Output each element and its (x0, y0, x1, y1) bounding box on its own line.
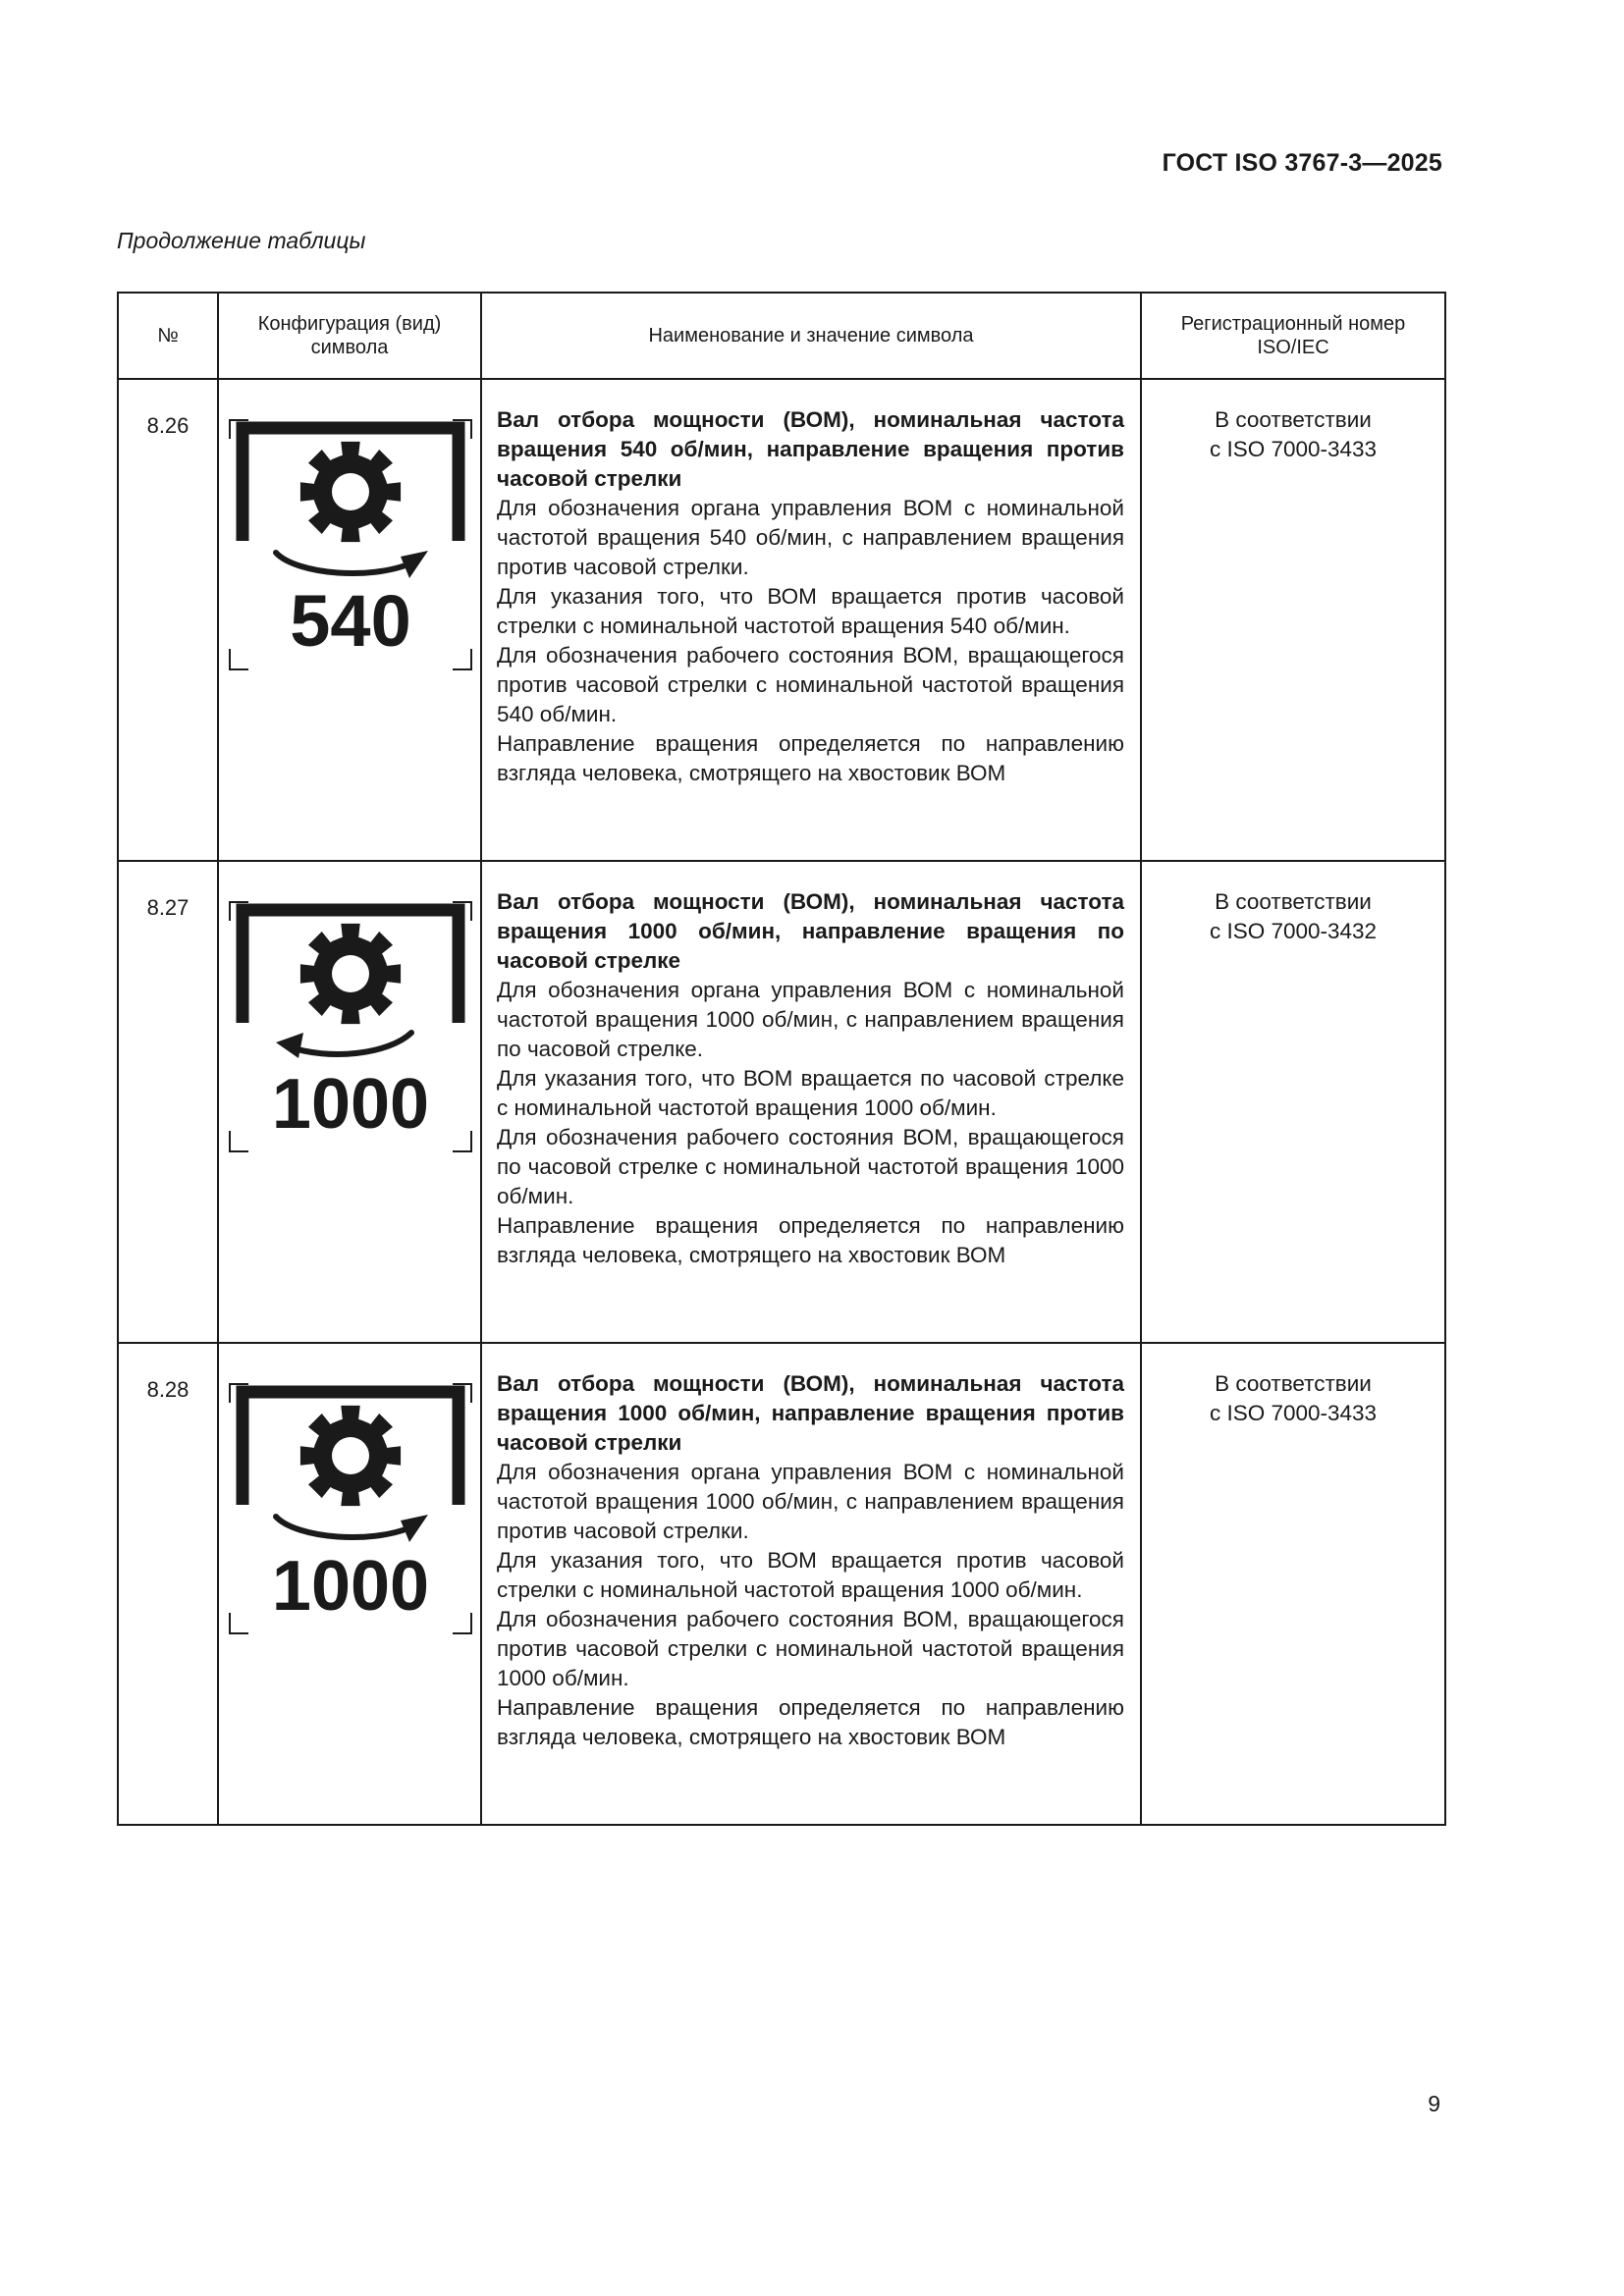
table-row (118, 1343, 1445, 1825)
document-code: ГОСТ ISO 3767-3—2025 (1162, 149, 1442, 177)
counterclockwise-arrow-icon (276, 551, 428, 578)
table-row (118, 379, 1445, 861)
registration-number: с ISO 7000-3432 (1209, 919, 1378, 943)
description-paragraph: Направление вращения определяется по направлению взгляда человека, смотрящего на хвостовик ВОМ (497, 1695, 1124, 1749)
symbol-title: Вал отбора мощности (ВОМ), номинальная частота вращения 1000 об/мин, направление вращения по часовой стрелке (497, 889, 1124, 973)
description-paragraph: Для обозначения органа управления ВОМ с номинальной частотой вращения 540 об/мин, с направлением вращения против часовой стрелки. (497, 496, 1124, 579)
description-cell (481, 861, 1141, 1343)
symbol-cell (218, 379, 481, 861)
registration-number: с ISO 7000-3433 (1209, 1401, 1378, 1425)
description-cell (481, 379, 1141, 861)
column-header-configuration: Конфигурация (вид) символа (218, 293, 481, 379)
symbol-cell (218, 861, 481, 1343)
speed-label: 1000 (271, 1065, 430, 1144)
table-row (118, 861, 1445, 1343)
table-caption: Продолжение таблицы (117, 228, 366, 253)
clockwise-arrow-icon (276, 1033, 411, 1058)
registration-cell (1141, 379, 1445, 861)
gear-icon (300, 1406, 401, 1506)
row-number: 8.26 (118, 379, 218, 861)
column-header-number: № (118, 293, 218, 379)
pto-symbol (227, 899, 474, 1154)
symbol-title: Вал отбора мощности (ВОМ), номинальная частота вращения 1000 об/мин, направление вращения против часовой стрелки (497, 1371, 1124, 1455)
speed-label: 540 (290, 580, 411, 662)
speed-label: 1000 (271, 1547, 430, 1626)
registration-number: с ISO 7000-3433 (1209, 437, 1378, 461)
description-paragraph: Для обозначения органа управления ВОМ с номинальной частотой вращения 1000 об/мин, с направлением вращения по часовой стрелке. (497, 978, 1124, 1061)
column-header-name: Наименование и значение символа (481, 293, 1141, 379)
description-paragraph: Для обозначения органа управления ВОМ с номинальной частотой вращения 1000 об/мин, с направлением вращения против часовой стрелки. (497, 1460, 1124, 1543)
column-header-registration: Регистрационный номер ISO/IEC (1141, 293, 1445, 379)
row-number: 8.27 (118, 861, 218, 1343)
description-paragraph: Для обозначения рабочего состояния ВОМ, вращающегося по часовой стрелке с номинальной частотой вращения 1000 об/мин. (497, 1125, 1124, 1208)
table-header-row (118, 293, 1445, 379)
gear-icon (300, 442, 401, 542)
description-paragraph: Направление вращения определяется по направлению взгляда человека, смотрящего на хвостовик ВОМ (497, 1213, 1124, 1267)
symbol-title: Вал отбора мощности (ВОМ), номинальная частота вращения 540 об/мин, направление вращения против часовой стрелки (497, 407, 1124, 491)
counterclockwise-arrow-icon (276, 1515, 428, 1542)
registration-cell (1141, 861, 1445, 1343)
page-number: 9 (1428, 2091, 1440, 2116)
description-paragraph: Для указания того, что ВОМ вращается по часовой стрелке с номинальной частотой вращения 1000 об/мин. (497, 1066, 1124, 1120)
registration-line: В соответствии (1215, 1371, 1372, 1396)
symbols-table (117, 292, 1446, 1826)
description-paragraph: Направление вращения определяется по направлению взгляда человека, смотрящего на хвостовик ВОМ (497, 731, 1124, 785)
registration-cell (1141, 1343, 1445, 1825)
row-number: 8.28 (118, 1343, 218, 1825)
description-paragraph: Для указания того, что ВОМ вращается против часовой стрелки с номинальной частотой вращения 1000 об/мин. (497, 1548, 1124, 1602)
pto-symbol (227, 417, 474, 672)
pto-symbol (227, 1381, 474, 1636)
description-paragraph: Для указания того, что ВОМ вращается против часовой стрелки с номинальной частотой вращения 540 об/мин. (497, 584, 1124, 638)
description-paragraph: Для обозначения рабочего состояния ВОМ, вращающегося против часовой стрелки с номинальной частотой вращения 1000 об/мин. (497, 1607, 1124, 1690)
description-paragraph: Для обозначения рабочего состояния ВОМ, вращающегося против часовой стрелки с номинальной частотой вращения 540 об/мин. (497, 643, 1124, 726)
registration-line: В соответствии (1215, 889, 1372, 914)
gear-icon (300, 924, 401, 1024)
description-cell (481, 1343, 1141, 1825)
symbol-cell (218, 1343, 481, 1825)
registration-line: В соответствии (1215, 407, 1372, 432)
